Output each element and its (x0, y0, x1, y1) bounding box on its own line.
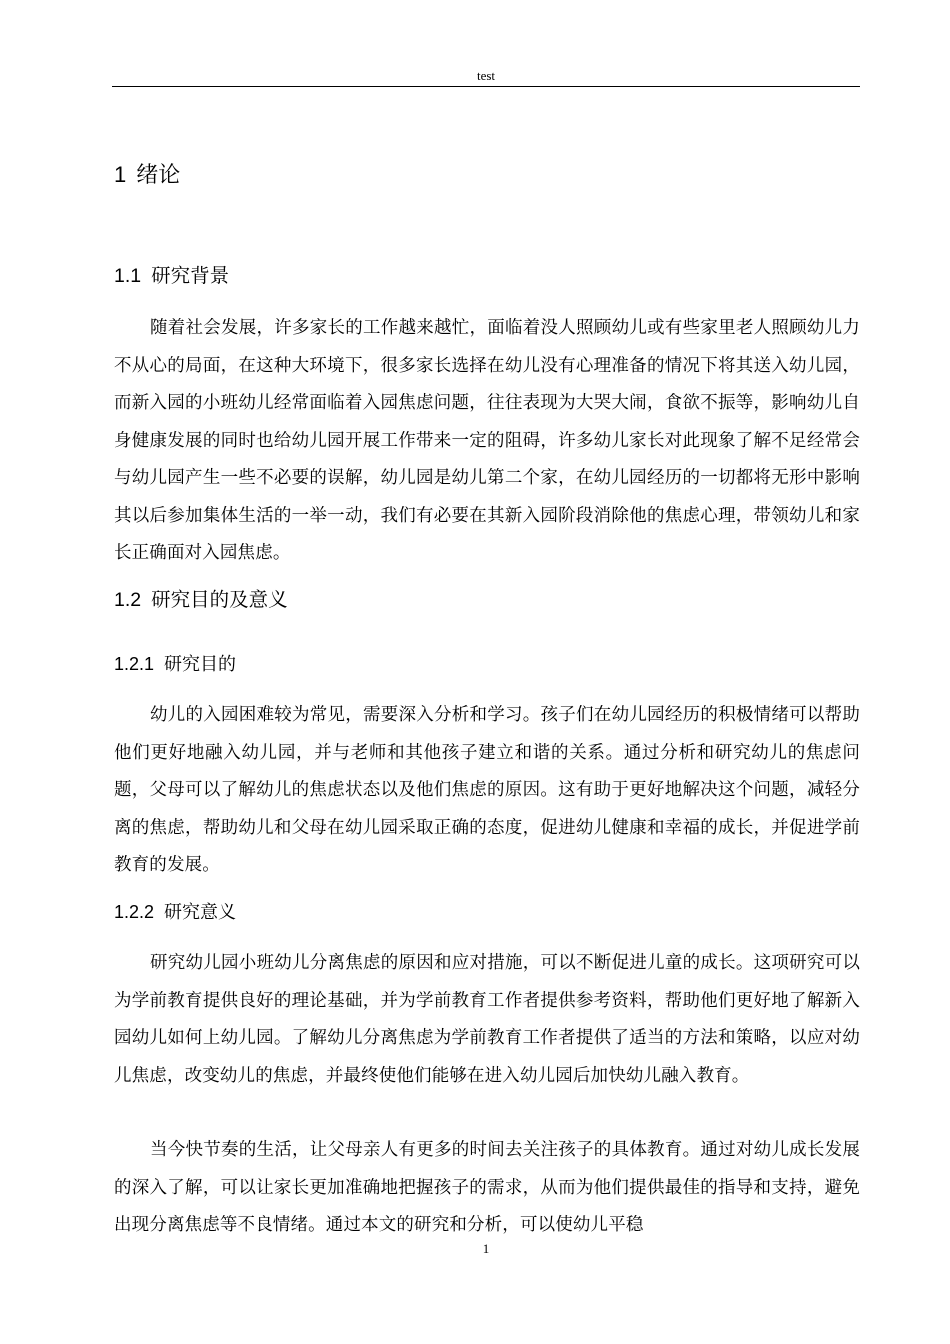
chapter-title: 绪论 (136, 163, 181, 188)
page-header: test (476, 68, 496, 83)
subsection-title: 研究意义 (164, 902, 237, 923)
header-divider (112, 86, 860, 87)
subsection-heading-1-2-2 (114, 897, 236, 928)
section-number: 1.2 (114, 589, 142, 611)
paragraph-background: 随着社会发展，许多家长的工作越来越忙，面临着没人照顾幼儿或有些家里老人照顾幼儿力不从心的局面，在这种大环境下，很多家长选择在幼儿没有心理准备的情况下将其送入幼儿园，而新入园的小班幼儿经常面临着入园焦虑问题，往往表现为大哭大闹，食欲不振等，影响幼儿自身健康发展的同时也给幼儿园开展工作带来一定的阻碍，许多幼儿家长对此现象了解不足经常会与幼儿园产生一些不必要的误解，幼儿园是幼儿第二个家，在幼儿园经历的一切都将无形中影响其以后参加集体生活的一举一动，我们有必要在其新入园阶段消除他的焦虑心理，带领幼儿和家长正确面对入园焦虑。 (114, 318, 860, 563)
section-title: 研究目的及意义 (151, 588, 288, 611)
section-heading-1-2 (114, 584, 288, 616)
section-title: 研究背景 (151, 264, 230, 287)
subsection-title: 研究目的 (164, 654, 237, 675)
paragraph-significance-2: 当今快节奏的生活，让父母亲人有更多的时间去关注孩子的具体教育。通过对幼儿成长发展的深入了解，可以让家长更加准确地把握孩子的需求，从而为他们提供最佳的指导和支持，避免出现分离焦虑等不良情绪。通过本文的研究和分析，可以使幼儿平稳 (114, 1140, 860, 1235)
section-number: 1.1 (114, 265, 142, 287)
section-heading-1-1 (114, 260, 229, 292)
subsection-number: 1.2.2 (114, 902, 155, 922)
chapter-number: 1 (114, 162, 127, 187)
paragraph-purpose: 幼儿的入园困难较为常见，需要深入分析和学习。孩子们在幼儿园经历的积极情绪可以帮助他们更好地融入幼儿园，并与老师和其他孩子建立和谐的关系。通过分析和研究幼儿的焦虑问题，父母可以了解幼儿的焦虑状态以及他们焦虑的原因。这有助于更好地解决这个问题，减轻分离的焦虑，帮助幼儿和父母在幼儿园采取正确的态度，促进幼儿健康和幸福的成长，并促进学前教育的发展。 (114, 705, 860, 875)
paragraph-significance-1: 研究幼儿园小班幼儿分离焦虑的原因和应对措施，可以不断促进儿童的成长。这项研究可以为学前教育提供良好的理论基础，并为学前教育工作者提供参考资料，帮助他们更好地了解新入园幼儿如何上幼儿园。了解幼儿分离焦虑为学前教育工作者提供了适当的方法和策略，以应对幼儿焦虑，改变幼儿的焦虑，并最终使他们能够在进入幼儿园后加快幼儿融入教育。 (114, 953, 860, 1086)
subsection-heading-1-2-1 (114, 649, 236, 680)
subsection-number: 1.2.1 (114, 654, 155, 674)
page-number: 1 (482, 1241, 490, 1256)
chapter-heading (114, 158, 180, 193)
